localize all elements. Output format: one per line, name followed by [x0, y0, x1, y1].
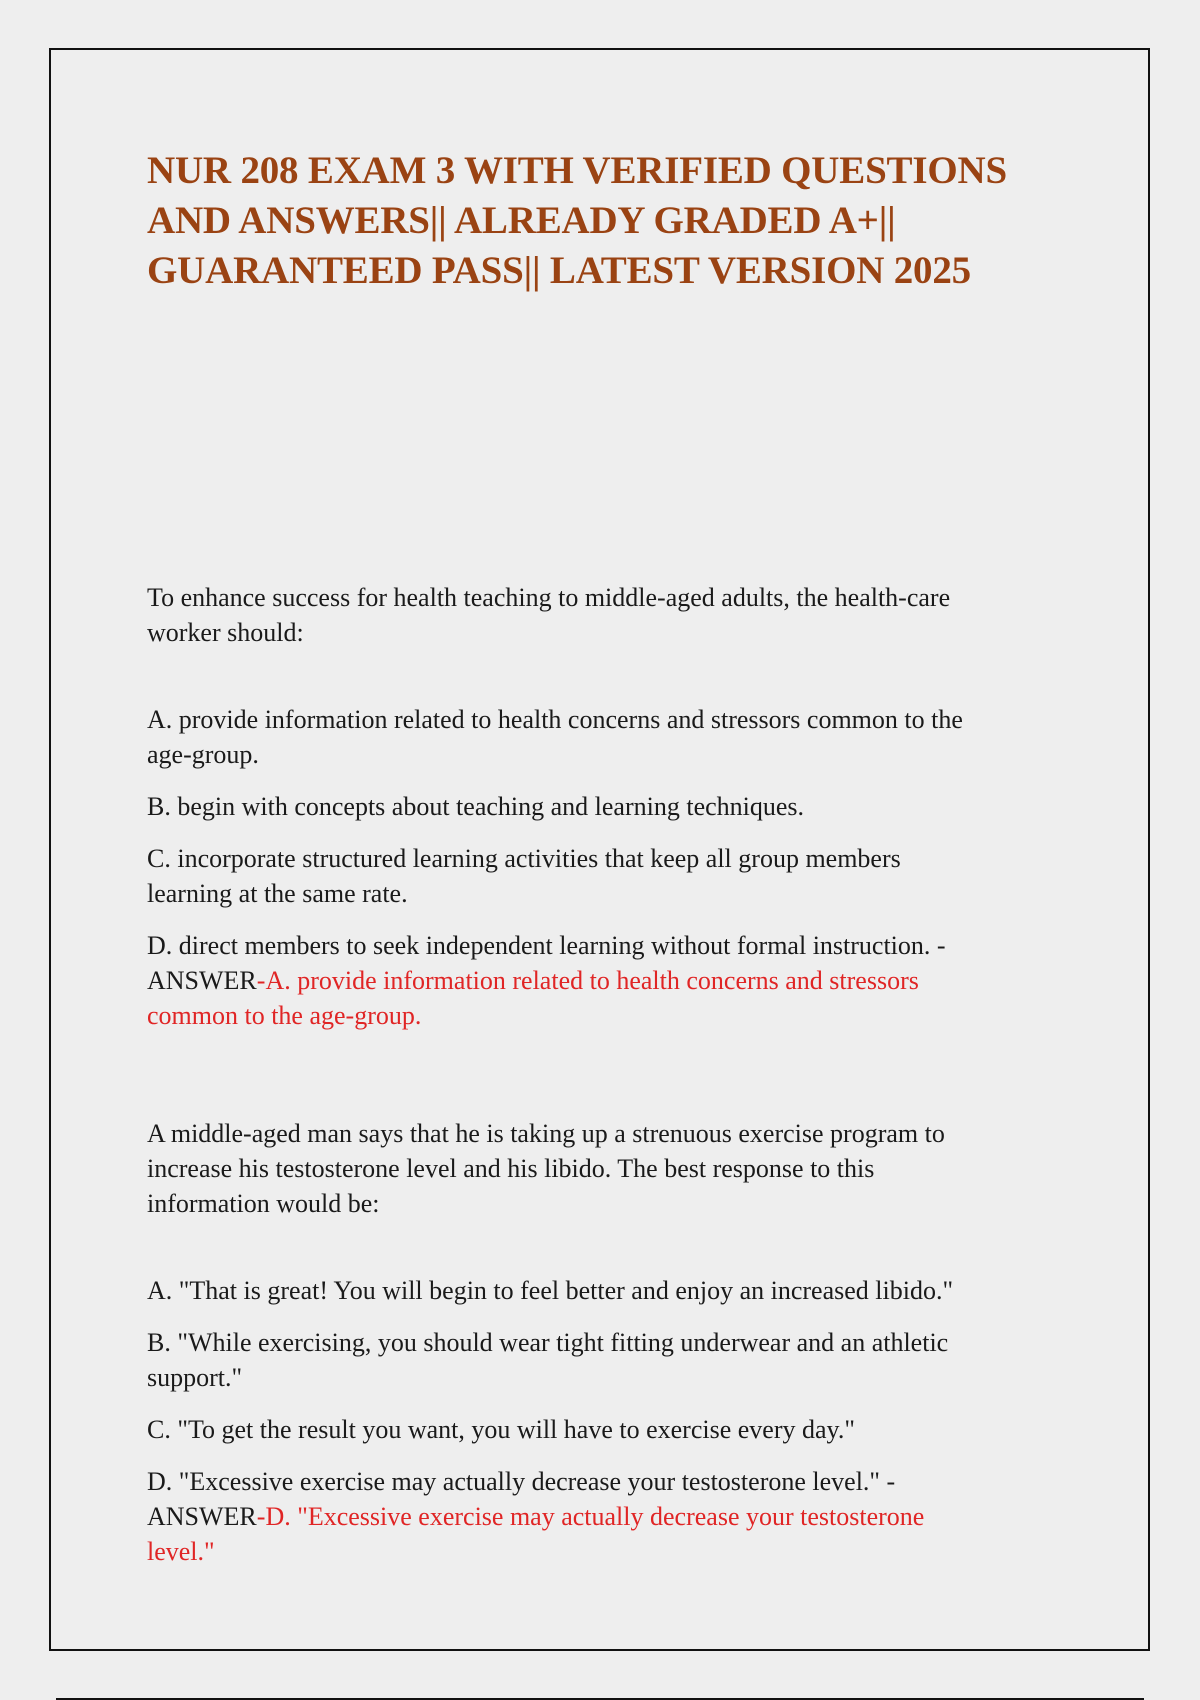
answer-text: common to the age-group.	[147, 1001, 422, 1030]
answer-text: level."	[147, 1537, 215, 1566]
answer-label: ANSWER	[147, 966, 257, 995]
option-d-with-answer	[147, 1464, 1107, 1569]
answer-label: ANSWER	[147, 1502, 257, 1531]
option-b	[147, 789, 1107, 824]
option-a	[147, 702, 1107, 772]
question-1	[147, 580, 1107, 1050]
option-line: B. "While exercising, you should wear tight fitting underwear and an athletic	[147, 1328, 949, 1357]
stem-line: To enhance success for health teaching to middle-aged adults, the health-care	[147, 583, 951, 612]
option-a	[147, 1273, 1107, 1308]
question-stem	[147, 580, 1107, 650]
answer-text: -D. "Excessive exercise may actually decrease your testosterone	[256, 1502, 925, 1531]
question-2	[147, 1116, 1107, 1586]
option-line: age-group.	[147, 740, 259, 769]
document-page	[49, 48, 1150, 1651]
option-line: D. "Excessive exercise may actually decrease your testosterone level." -	[147, 1467, 896, 1496]
option-line: C. "To get the result you want, you will have to exercise every day."	[147, 1415, 855, 1444]
option-line: C. incorporate structured learning activities that keep all group members	[147, 844, 901, 873]
option-line: A. "That is great! You will begin to feel better and enjoy an increased libido."	[147, 1276, 954, 1305]
stem-line: increase his testosterone level and his libido. The best response to this	[147, 1154, 875, 1183]
stem-line: A middle-aged man says that he is taking up a strenuous exercise program to	[147, 1119, 945, 1148]
answer-line	[147, 963, 1107, 998]
option-c	[147, 1412, 1107, 1447]
option-line: B. begin with concepts about teaching and learning techniques.	[147, 792, 805, 821]
option-line: learning at the same rate.	[147, 879, 408, 908]
option-line: support."	[147, 1363, 243, 1392]
stem-line: worker should:	[147, 618, 304, 647]
document-title	[147, 146, 1107, 296]
stem-line: information would be:	[147, 1189, 380, 1218]
option-b	[147, 1325, 1107, 1395]
question-stem	[147, 1116, 1107, 1221]
answer-line	[147, 1499, 1107, 1534]
option-line: A. provide information related to health concerns and stressors common to the	[147, 705, 963, 734]
title-line: NUR 208 EXAM 3 WITH VERIFIED QUESTIONS	[147, 149, 1007, 192]
option-line: D. direct members to seek independent learning without formal instruction. -	[147, 931, 946, 960]
title-line: GUARANTEED PASS|| LATEST VERSION 2025	[147, 249, 971, 292]
answer-text: -A. provide information related to health concerns and stressors	[256, 966, 919, 995]
option-c	[147, 841, 1107, 911]
title-line: AND ANSWERS|| ALREADY GRADED A+||	[147, 199, 896, 242]
option-d-with-answer	[147, 928, 1107, 1033]
page-content	[147, 146, 1107, 1566]
